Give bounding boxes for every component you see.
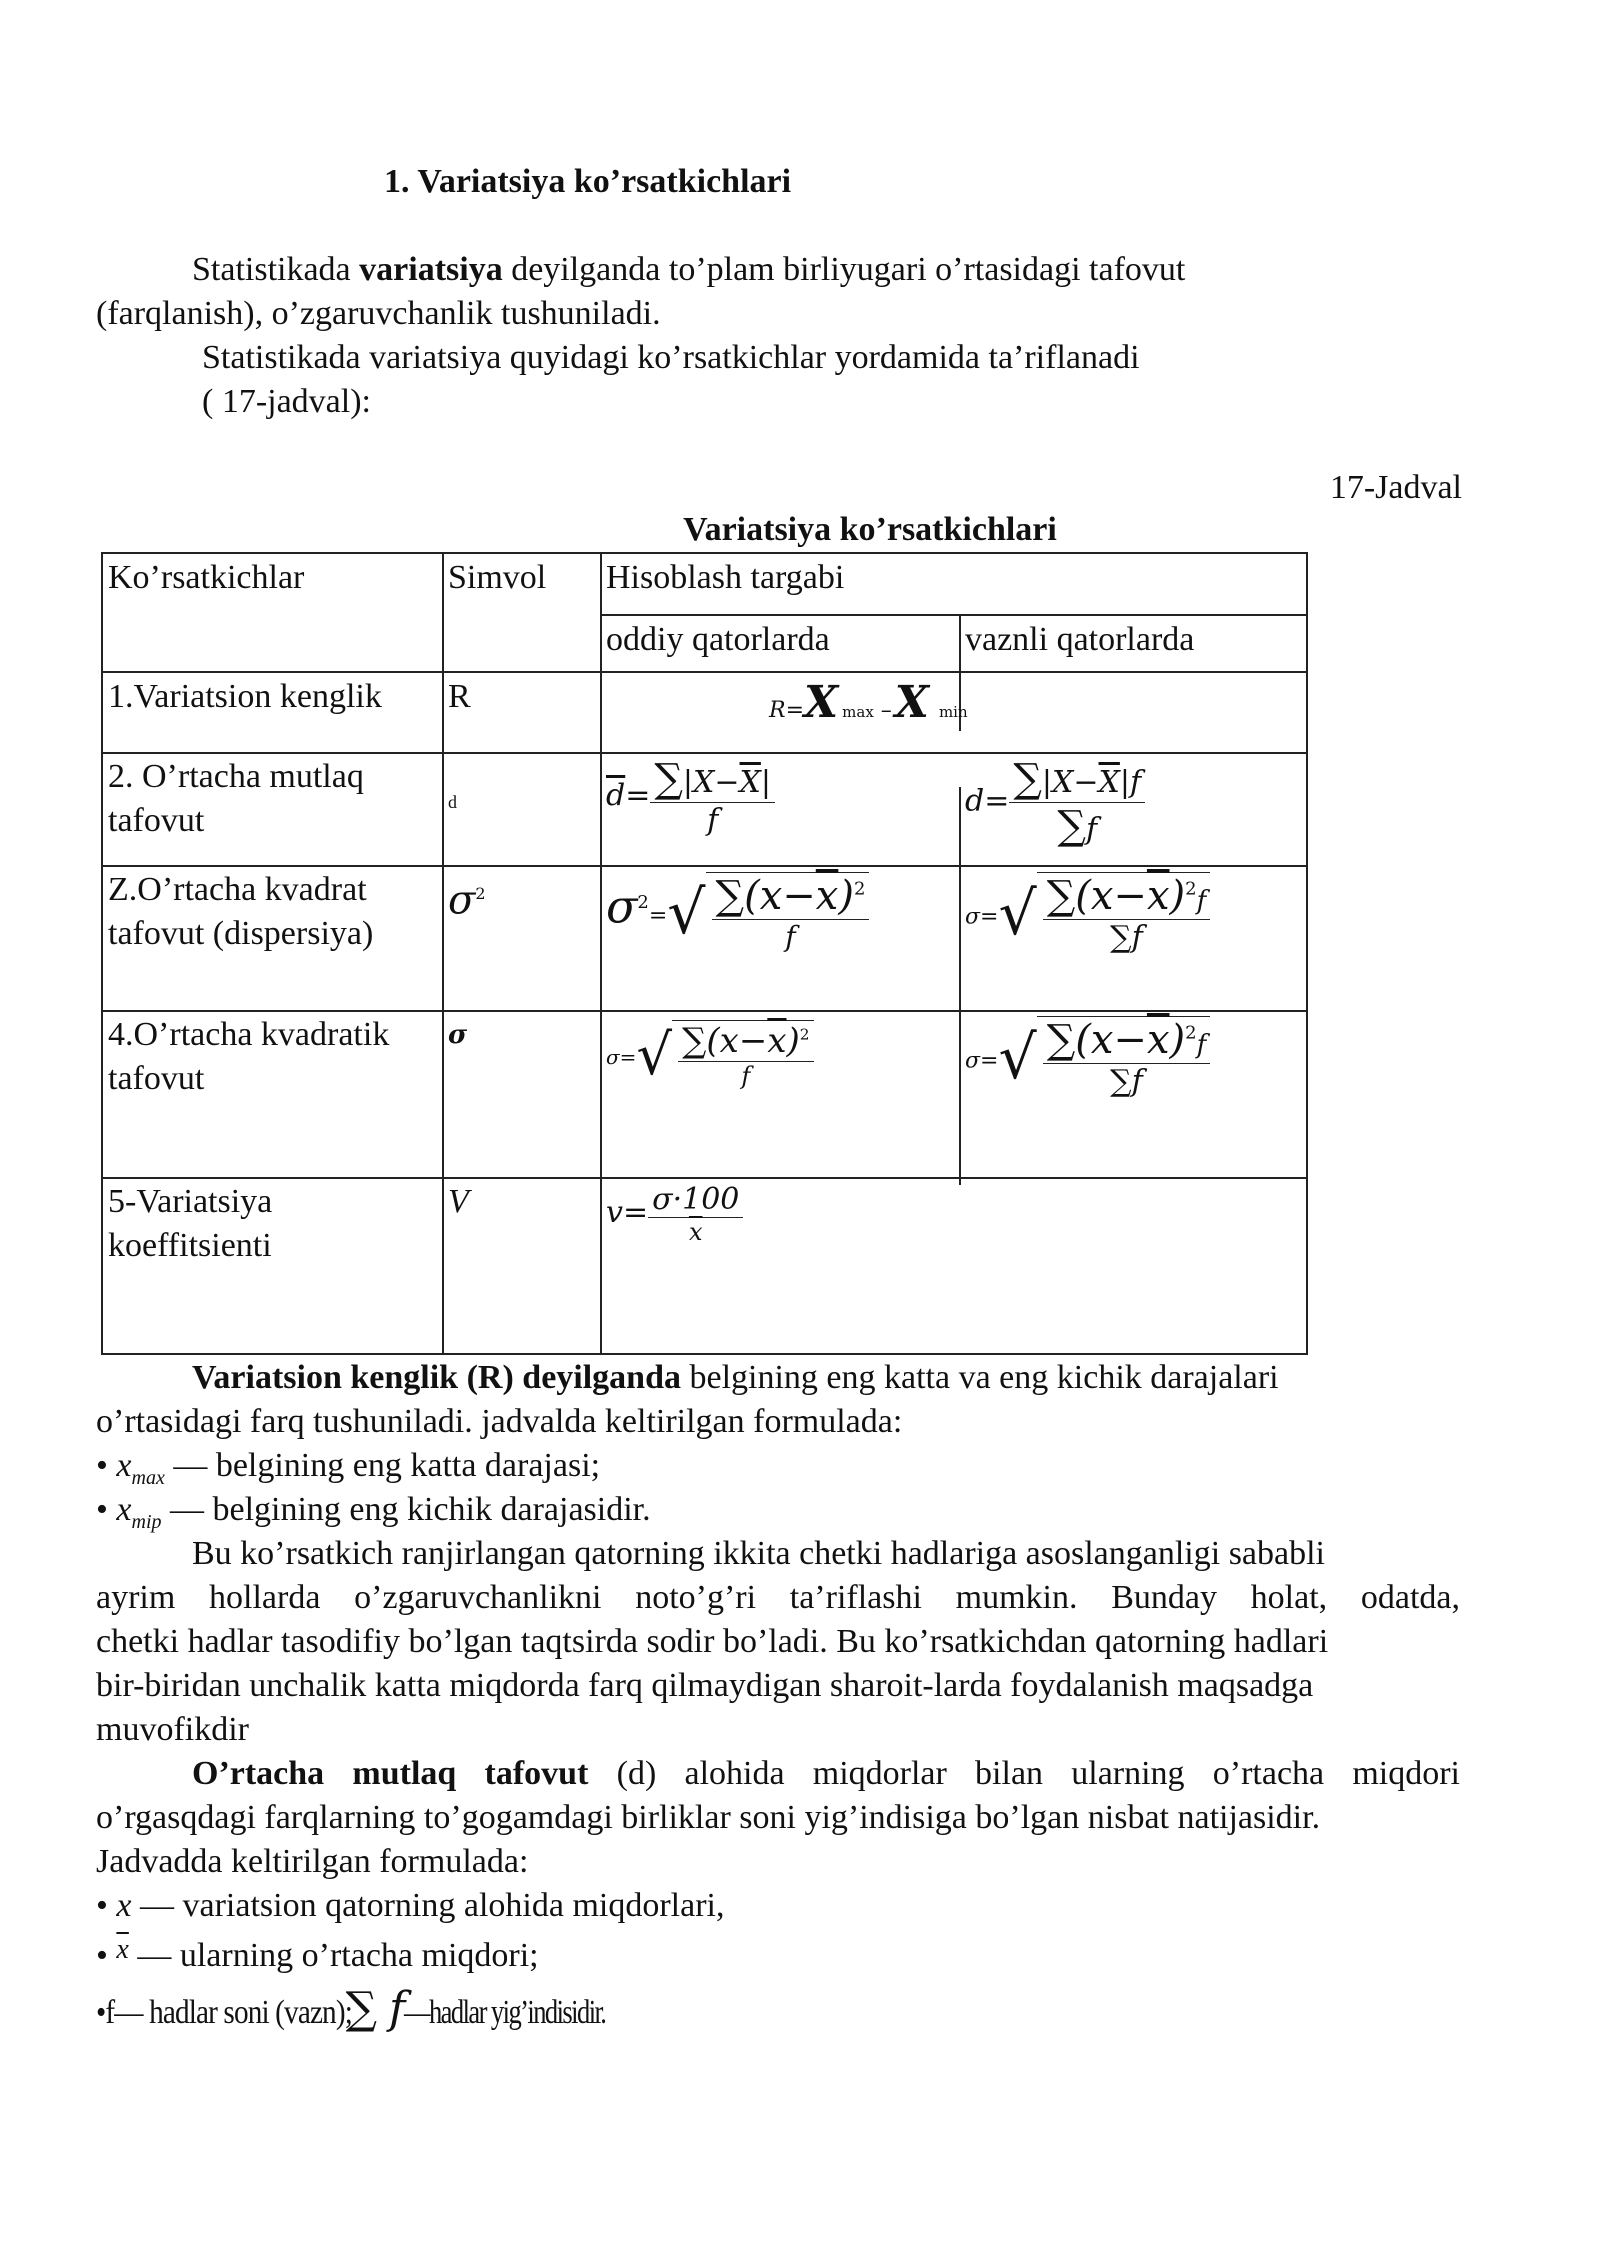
row-symbol: V [448,1183,469,1220]
row-name-cont: tafovut (dispersiya) [108,915,374,952]
paragraph-line: muvofikdir [96,1711,249,1748]
variation-coefficient-formula: v= $\frac{\sigma\cdot 100}{x}$ [606,1182,743,1246]
mean-abs-dev-simple-formula: $\overline{d}=$ $\frac{\sum|X-\overline{X}|}{f}$ [606,756,775,838]
variance-simple-formula: $\sigma^2=√$ $\frac{\sum(x-\overline{x})^2}{f}$ [606,872,869,953]
bullet-xmax: • $x_{max}$ — belgining eng katta darajasi; [96,1447,601,1489]
header-method: Hisoblash targabi [606,559,845,596]
table-divider [103,752,1306,754]
table-label: 17-Jadval [1329,469,1462,506]
std-dev-simple-formula: σ=√ $\frac{\sum(x-\overline{x})^2}{f}$ [606,1020,814,1090]
variance-weighted-formula: σ=√ $\frac{\sum(x-\overline{x})^2f}{\sum f}$ [965,872,1210,955]
mean-abs-dev-definition-line1: O’rtacha mutlaq tafovut (d) alohida miqdorlar bilan ularning o’rtacha miqdori [192,1755,1461,1792]
paragraph-line: bir-biridan unchalik katta miqdorda farq qilmaydigan sharoit-larda foydalanish maqsadga [96,1667,1314,1704]
range-definition-line1: Variatsion kenglik (R) deyilganda belgining eng katta va eng kichik darajalari [192,1359,1279,1396]
row-name: 4.O’rtacha kvadratik [108,1016,390,1053]
section-heading: 1. Variatsiya ko’rsatkichlari [384,163,792,200]
intro-paragraph2-line2: ( 17-jadval): [202,383,371,420]
row-name: 5-Variatsiya [108,1183,273,1220]
table-title: Variatsiya ko’rsatkichlari [683,511,1057,548]
paragraph-line: chetki hadlar tasodifiy bo’lgan taqtsirda sodir bo’ladi. Bu ko’rsatkichdan qatorning hadlari [96,1623,1329,1660]
header-symbol: Simvol [448,559,547,596]
paragraph-line: Jadvadda keltirilgan formulada: [96,1843,529,1880]
paragraph-line: o’rgasqdagi farqlarning to’gogamdagi birliklar soni yig’indisiga bo’lgan nisbat natijasidir. [96,1799,1321,1836]
row-symbol: $\sigma^2$ [448,877,486,924]
std-dev-weighted-formula: σ=√ $\frac{\sum(x-\overline{x})^2f}{\sum f}$ [965,1016,1210,1099]
intro-paragraph-line2: (farqlanish), o’zgaruvchanlik tushuniladi. [96,295,661,332]
paragraph-line: Bu ko’rsatkich ranjirlangan qatorning ikkita chetki hadlariga asoslanganligi sababli [192,1535,1326,1572]
header-simple-series: oddiy qatorlarda [606,621,830,658]
bullet-x-mean: • $^{\overline{x}}$ — ularning o’rtacha miqdori; [96,1934,539,1974]
row-symbol: d [448,792,457,812]
row-name: Z.O’rtacha kvadrat [108,871,367,908]
table-divider [103,1177,1306,1179]
row-symbol: σ [448,1020,468,1050]
intro-paragraph-line1: Statistikada variatsiya deyilganda to’plam birliyugari o’rtasidagi tafovut [192,251,1186,288]
table-divider [442,554,444,1353]
bullet-x: • x — variatsion qatorning alohida miqdorlari, [96,1887,725,1924]
table-divider [103,865,1306,867]
row-name-cont: koeffitsienti [108,1227,272,1264]
table-divider [600,554,602,1353]
bullet-f: •f— hadlar soni (vazn);∑ f—hadlar yig’indisidir. [96,1983,606,2034]
table-divider [600,614,1306,616]
header-weighted-series: vaznli qatorlarda [965,621,1195,658]
intro-paragraph2-line1: Statistikada variatsiya quyidagi ko’rsatkichlar yordamida ta’riflanadi [202,339,1140,376]
bullet-xmin: • $x_{mip}$ — belgining eng kichik darajasidir. [96,1491,651,1533]
table-divider [103,1010,1306,1012]
header-indicators: Ko’rsatkichlar [108,559,305,596]
table-divider [959,787,961,1185]
paragraph-line: ayrim hollarda o’zgaruvchanlikni noto’g’ri ta’riflashi mumkin. Bunday holat, odatda, [96,1579,1460,1616]
row-symbol: R [448,678,471,715]
row-name-cont: tafovut [108,1060,205,1097]
range-definition-line2: o’rtasidagi farq tushuniladi. jadvalda keltirilgan formulada: [96,1403,903,1440]
row-name: 1.Variatsion kenglik [108,678,382,715]
variation-table [101,552,1308,1355]
row-name: 2. O’rtacha mutlaq [108,758,364,795]
range-formula: R=X max –X min [769,677,968,728]
mean-abs-dev-weighted-formula: d= $\frac{\sum|X-\overline{X}|f}{\sum f}$ [965,756,1145,849]
table-divider [103,671,1306,673]
row-name-cont: tafovut [108,802,205,839]
